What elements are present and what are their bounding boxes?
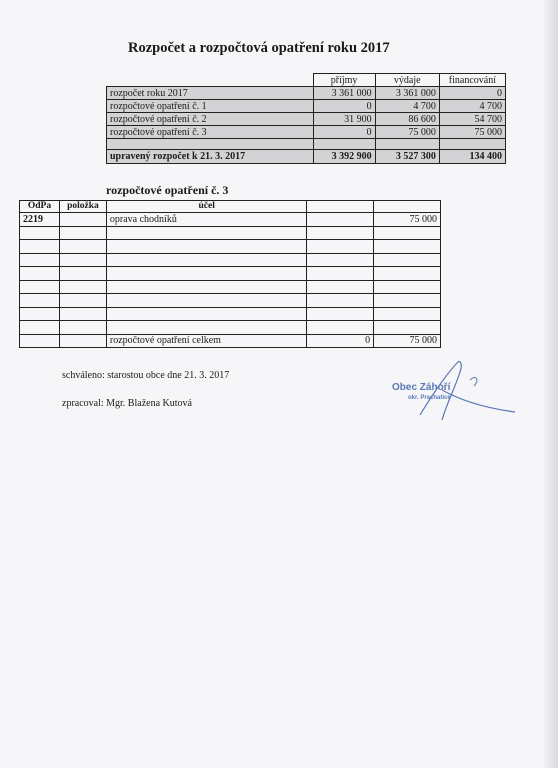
header-financovani: financování <box>439 74 505 87</box>
detail-empty-row <box>20 280 441 294</box>
detail-header-row <box>20 201 441 213</box>
prepared-note <box>62 398 192 409</box>
detail-empty-row <box>20 321 441 335</box>
header-prijmy: příjmy <box>313 74 375 87</box>
prepared-text: Mgr. Blažena Kutová <box>106 398 192 409</box>
prepared-label: zpracoval: <box>62 398 104 409</box>
summary-header-row <box>107 74 506 87</box>
detail-empty-row <box>20 294 441 308</box>
page-title: Rozpočet a rozpočtová opatření roku 2017 <box>128 40 390 56</box>
header-odpa: OdPa <box>20 201 60 213</box>
summary-total-row: upravený rozpočet k 21. 3. 2017 3 392 900 3 527 300 134 400 <box>107 150 506 164</box>
approval-note <box>62 370 229 381</box>
approval-text: starostou obce dne 21. 3. 2017 <box>107 370 230 381</box>
official-stamp <box>380 360 520 430</box>
summary-row: rozpočtové opatření č. 3 0 75 000 75 000 <box>107 126 506 139</box>
detail-empty-row <box>20 307 441 321</box>
detail-title: rozpočtové opatření č. 3 <box>106 183 229 197</box>
summary-row: rozpočtové opatření č. 1 0 4 700 4 700 <box>107 100 506 113</box>
approval-label: schváleno: <box>62 370 105 381</box>
detail-empty-row <box>20 253 441 267</box>
header-vydaje: výdaje <box>375 74 439 87</box>
detail-empty-row <box>20 226 441 240</box>
summary-table <box>106 73 506 164</box>
summary-row: rozpočtové opatření č. 2 31 900 86 600 54 700 <box>107 113 506 126</box>
header-polozka: položka <box>59 201 106 213</box>
stamp-line-2: okr. Prachatice <box>408 395 451 401</box>
summary-spacer-row <box>107 139 506 150</box>
detail-table <box>19 200 441 348</box>
header-ucel: účel <box>106 201 307 213</box>
detail-empty-row <box>20 240 441 254</box>
summary-row: rozpočet roku 2017 3 361 000 3 361 000 0 <box>107 87 506 100</box>
scan-edge-shadow <box>544 0 558 768</box>
detail-total-row: rozpočtové opatření celkem 0 75 000 <box>20 334 441 348</box>
detail-row: 2219 oprava chodníků 75 000 <box>20 213 441 227</box>
detail-empty-row <box>20 267 441 281</box>
stamp-line-1: Obec Záhoří <box>392 382 451 393</box>
